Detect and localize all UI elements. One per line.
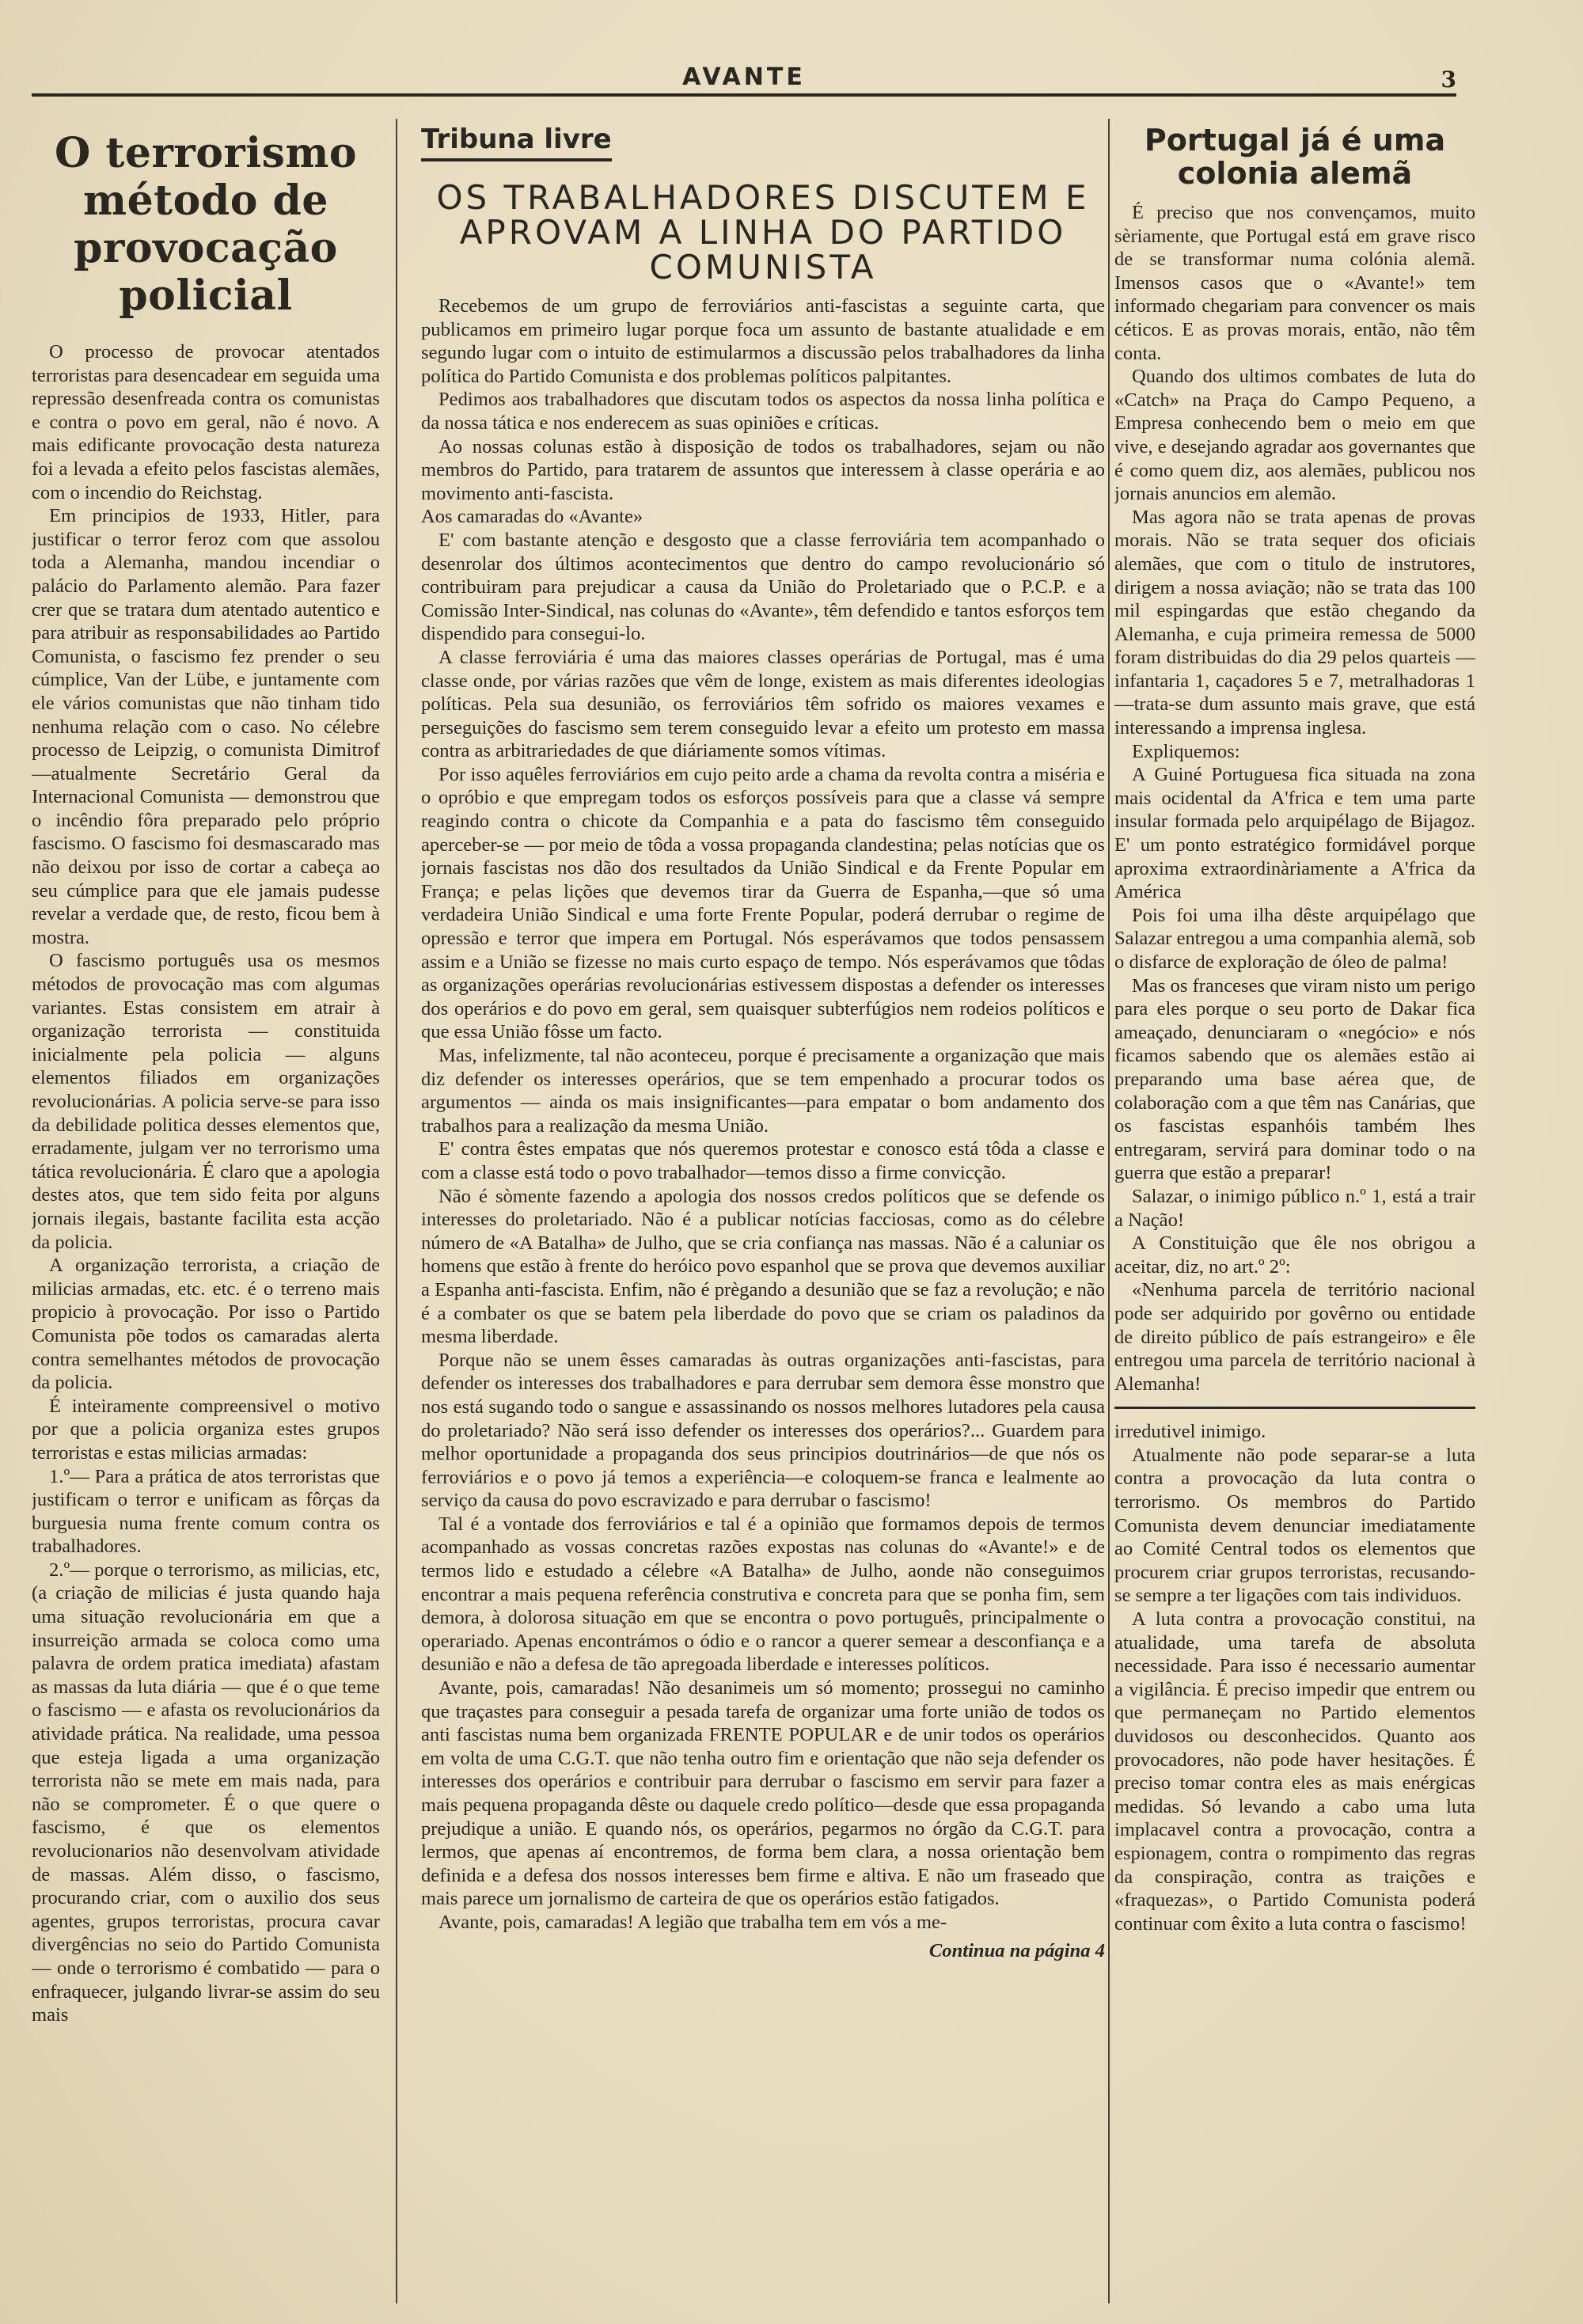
paragraph: A Guiné Portuguesa fica situada na zona mais ocidental da A'frica e tem uma parte insular formada pelo arquipélago de Bijagoz. E' um ponto estratégico formidável porque aproxima extraordinàriamente a A'frica da América bbox=[1114, 764, 1475, 903]
paragraph: É preciso que nos convençamos, muito sèriamente, que Portugal está em grave risco de se transformar numa colónia alemã. Imensos casos que o «Avante!» tem informado chegariam para convencer os mais céticos. E as provas morais, então, não têm conta. bbox=[1114, 202, 1475, 364]
headline-trabalhadores: OS TRABALHADORES DISCUTEM E APROVAM A LINHA DO PARTIDO COMUNISTA bbox=[436, 178, 1090, 287]
column-divider-right bbox=[1108, 119, 1110, 2303]
paragraph: Não é sòmente fazendo a apologia dos nossos credos políticos que se defende os interesses do proletariado. Não é a publicar notícias facciosas, como as do célebre número de «A Batalha» de Julho, que se cria confiança nas massas. Não é a caluniar os homens que estão à frente do heróico povo espanhol que se prova que devemos auxiliar a Espanha anti-fascista. Enfim, não é prègando a desunião que se faz a revolução; e não é a combater os que se batem pela liberdade do povo que se criam os paladinos da mesma liberdade. bbox=[421, 1185, 1105, 1348]
paragraph: Pois foi uma ilha dêste arquipélago que Salazar entregou a uma companhia alemã, sob o disfarce de exploração de óleo de palma! bbox=[1114, 904, 1475, 973]
continued-note: Continua na página 4 bbox=[928, 1939, 1105, 1961]
masthead-title: AVANTE bbox=[682, 63, 806, 91]
paragraph: A classe ferroviária é uma das maiores classes operárias de Portugal, mas é uma classe onde, por várias razões que vêm de longe, existem as mais diferentes ideologias políticas. Pela sua desunião, os ferroviários têm sofrido os maiores vexames e perseguições do fascismo sem terem conseguido levar a efeito um protesto em massa contra as arbitrariedades de que diáriamente somos vítimas. bbox=[421, 646, 1105, 762]
intro-paragraph: Pedimos aos trabalhadores que discutam todos os aspectos da nossa linha política e da nossa tática e nos enderecem as suas opiniões e críticas. bbox=[421, 389, 1105, 434]
article-tribuna-livre bbox=[421, 119, 1105, 2303]
column-divider-left bbox=[396, 119, 397, 2303]
paragraph: E' contra êstes empatas que nós queremos protestar e conosco está tôda a classe e com a classe está todo o povo trabalhador—temos disso a firme convicção. bbox=[421, 1138, 1105, 1183]
paragraph: Mas os franceses que viram nisto um perigo para eles porque o seu porto de Dakar fica ameaçado, denunciaram o «negócio» e nós ficamos sabendo que os alemães estão ai preparando uma base aérea que, de colaboração com a que têm nas Canárias, que os fascistas espanhóis também lhes entregaram, servirá para dominar todo o na guerra que estão a preparar! bbox=[1114, 974, 1475, 1184]
article-portugal-colonia bbox=[1114, 119, 1475, 2303]
paragraph: Em principios de 1933, Hitler, para justificar o terror feroz com que assolou toda a Alemanha, mandou incendiar o palácio do Parlamento alemão. Para fazer crer que se tratara dum atentado autentico e para atribuir as responsabilidades ao Partido Comunista, o fascismo fez prender o seu cúmplice, Van der Lübe, e juntamente com ele vários comunistas que não tinham tido nenhuma relação com o caso. No célebre processo de Leipzig, o comunista Dimitrof —atualmente Secretário Geral da Internacional Comunista — demonstrou que o incêndio fôra preparado pelo próprio fascismo. O fascismo foi desmascarado mas não deixou por isso de cortar a cabeça ao seu cúmplice para que ele jamais pudesse revelar a verdade que, de resto, ficou bem à mostra. bbox=[32, 505, 380, 948]
paragraph: Tal é a vontade dos ferroviários e tal é a opinião que formamos depois de termos acompanhado as vossas concretas razões expostas nas colunas do «Avante!» e de termos lido e estudado a célebre «A Batalha» de Julho, aonde não conseguimos encontrar a mais pequena referência construtiva e concreta para que se ponha fim, sem demora, à dolorosa situação em que se encontra o povo português, principalmente o operariado. Apenas encontrámos o ódio e o rancor a querer semear a desconfiança e a desunião e não a defesa de tão apregoada liberdade e interesses políticos. bbox=[421, 1513, 1105, 1676]
paragraph: Salazar, o inimigo público n.º 1, está a trair a Nação! bbox=[1114, 1185, 1475, 1231]
paragraph: A Constituição que êle nos obrigou a aceitar, diz, no art.º 2º: bbox=[1114, 1232, 1475, 1278]
masthead bbox=[32, 62, 1456, 93]
paragraph: 1.º— Para a prática de atos terroristas que justificam o terror e unificam as fôrças da burguesia numa frente comum contra os trabalhadores. bbox=[32, 1465, 380, 1558]
continuation-paragraph: Atualmente não pode separar-se a luta contra a provocação da luta contra o terrorismo. Os membros do Partido Comunista devem denunciar imediatamente ao Comité Central todos os elementos que procurem criar grupos terroristas, recusando-se sempre a ter ligações com tais individuos. bbox=[1114, 1444, 1475, 1607]
intro-paragraph: Recebemos de um grupo de ferroviários anti-fascistas a seguinte carta, que publicamos em primeiro lugar porque foca um assunto de bastante atualidade e em segundo lugar com o intuito de estimularmos a discussão pelos trabalhadores da linha política do Partido Comunista e dos problemas políticos palpitantes. bbox=[421, 295, 1105, 387]
continuation-paragraph: irredutivel inimigo. bbox=[1114, 1421, 1266, 1443]
paragraph: O processo de provocar atentados terroristas para desencadear em seguida uma repressão desenfreada contra os comunistas e contra o povo em geral, não é novo. A mais edificante provocação desta natureza foi a levada a efeito pelos fascistas alemães, com o incendio do Reichstag. bbox=[32, 341, 380, 503]
paragraph: A organização terrorista, a criação de milicias armadas, etc. etc. é o terreno mais propicio à provocação. Por isso o Partido Comunista põe todos os camaradas alerta contra semelhantes métodos de provocação da policia. bbox=[32, 1255, 380, 1394]
page-number: 3 bbox=[1441, 66, 1456, 93]
paragraph: Mas agora não se trata apenas de provas morais. Não se trata sequer dos oficiais alemães, que com o titulo de instrutores, dirigem a nossa aviação; não se trata das 100 mil espingardas que estão chegando da Alemanha, e cuja primeira remessa de 5000 foram distribuidas do dia 29 pelos quarteis — infantaria 1, caçadores 5 e 7, metralhadoras 1 —trata-se dum assunto mais grave, que está interessando a imprensa inglesa. bbox=[1114, 506, 1475, 739]
paragraph: Porque não se unem êsses camaradas às outras organizações anti-fascistas, para defender os interesses dos trabalhadores e para derrubar sem demora êsse monstro que nos está sugando todo o sangue e assassinando os nossos melhores lutadores pela causa do proletariado? Não será isso defender os interesses dos operários?... Guardem para melhor oportunidade a propaganda dos seus principios doutrinários—de que nós os ferroviários e o povo já temos a experiência—e coloquem-se franca e lealmente ao serviço da causa do povo escravizado e para derrubar o fascismo! bbox=[421, 1349, 1105, 1512]
paragraph: Quando dos ultimos combates de luta do «Catch» na Praça do Campo Pequeno, a Empresa conhecendo bem o meio em que vive, e desejando agradar aos governantes que é como quem diz, aos alemães, publicou nos jornais anuncios em alemão. bbox=[1114, 366, 1475, 505]
paragraph: 2.º— porque o terrorismo, as milicias, etc, (a criação de milicias é justa quando haja uma situação revolucionária em que a insurreição armada se coloca como uma palavra de ordem pratica imediata) afastam as massas da luta diária — que é o que teme o fascismo — e afasta os revolucionários da atividade prática. Na realidade, uma pessoa que esteja ligada a uma organização terrorista não se mete em mais nada, para não se comprometer. É o que quere o fascismo, é que os elementos revolucionarios não desenvolvam atividade de massas. Além disso, o fascismo, procurando criar, com o auxilio dos seus agentes, grupos terroristas, procura cavar divergências no seio do Partido Comunista — onde o terrorismo é combatido — para o enfraquecer, julgando livrar-se assim do seu mais bbox=[32, 1559, 380, 2026]
headline-portugal: Portugal já é uma colonia alemã bbox=[1144, 123, 1446, 191]
paragraph: «Nenhuma parcela de território nacional pode ser adquirido por govêrno ou entidade de direito público de país estrangeiro» e êle entregou uma parcela de território nacional à Alemanha! bbox=[1114, 1279, 1475, 1395]
headline-terrorismo: O terrorismo método de provocação policial bbox=[54, 129, 358, 320]
paragraph: Avante, pois, camaradas! A legião que trabalha tem em vós a me- bbox=[438, 1911, 947, 1933]
letter-salutation: Aos camaradas do «Avante» bbox=[421, 506, 643, 528]
intro-paragraph: Ao nossas colunas estão à disposição de todos os trabalhadores, sejam ou não membros do Partido, para tratarem de assuntos que interessem à classe operária e ao movimento anti-fascista. bbox=[421, 435, 1105, 504]
section-divider bbox=[1114, 1407, 1475, 1409]
paragraph: E' com bastante atenção e desgosto que a classe ferroviária tem acompanhado o desenrolar dos últimos acontecimentos que dentro do campo revolucionário só contribuiram para prejudicar a causa da União do Proletariado que o P.C.P. e a Comissão Inter-Sindical, nas colunas do «Avante», têm defendido e tantos esforços tem dispendido para consegui-lo. bbox=[421, 529, 1105, 645]
paragraph: Por isso aquêles ferroviários em cujo peito arde a chama da revolta contra a miséria e o opróbio e que empregam todos os esforços possíveis para que a classe vá sempre reagindo contra o chicote da Companhia e a pata do fascismo têm conseguido aperceber-se — por meio de tôda a vossa propaganda clandestina; pelas notícias que os jornais fascistas nos dão dos resultados da União Sindical e da Frente Popular em França; e pelas lições que devemos tirar da Guerra de Espanha,—que só uma verdadeira União Sindical e uma forte Frente Popular, poderá derrubar o regime de opressão e terror que impera em Portugal. Nós esperávamos que todos pensassem assim e a União se fizesse no mais curto espaço de tempo. Nós esperávamos que tôdas as organizações operárias revolucionárias estivessem dispostas a defender os interesses dos operários e do povo em geral, sem quaisquer subterfúgios nem rodeios políticos e que essa União fôsse um facto. bbox=[421, 763, 1105, 1043]
paragraph: O fascismo português usa os mesmos métodos de provocação mas com algumas variantes. Estas consistem em atrair à organização terrorista — constituida inicialmente pela policia — alguns elementos filiados em organizações revolucionárias. A policia serve-se para isso da debilidade politica desses elementos que, erradamente, julgam ver no terrorismo uma tática revolucionária. É claro que a apologia destes atos, que tem sido feita por alguns jornais ilegais, bastante facilita esta acção da policia. bbox=[32, 950, 380, 1253]
masthead-rule bbox=[32, 93, 1456, 97]
article-terrorismo bbox=[32, 119, 380, 2303]
paragraph: Avante, pois, camaradas! Não desanimeis um só momento; prossegui no caminho que traçastes para conseguir a pesada tarefa de organizar uma forte união de todos os anti fascistas numa bem organizada FRENTE POPULAR e de unir todos os operários em volta de uma C.G.T. que não tenha outro fim e orientação que não seja defender os interesses dos operários e contribuir para derrubar o fascismo em servir para fazer a mais pequena propaganda dêste ou daquele credo político—desde que essa propaganda prejudique a união. E quando nós, os operários, pegarmos no órgão da C.G.T. para lermos, que apenas aí encontremos, de forma bem clara, a nossa orientação bem definida e a defesa dos nossos interesses bem firme e altiva. E não um fraseado que mais parece um jornalismo de carteira de que os operários estão fatigados. bbox=[421, 1677, 1105, 1910]
section-kicker: Tribuna livre bbox=[421, 123, 612, 161]
continuation-paragraph: A luta contra a provocação constitui, na atualidade, uma tarefa de absoluta necessidade. Para isso é necessario aumentar a vigilância. É preciso impedir que entrem ou que permaneçam no Partido elementos duvidosos ou desconhecidos. Quanto aos provocadores, não pode haver hesitações. É preciso tomar contra eles as mais enérgicas medidas. Só levando a cabo uma luta implacavel contra a provocação, contra a espionagem, contra o rompimento das regras da conspiração, contra as traições e «fraquezas», o Partido Comunista poderá continuar com êxito a luta contra o fascismo! bbox=[1114, 1608, 1475, 1935]
paragraph: Expliquemos: bbox=[1132, 740, 1240, 762]
paragraph: Mas, infelizmente, tal não aconteceu, porque é precisamente a organização que mais diz defender os interesses operários, que se tem empenhado a procurar todos os argumentos — ainda os mais insignificantes—para empatar o bom andamento dos trabalhos para a realização da mesma União. bbox=[421, 1045, 1105, 1137]
paragraph: É inteiramente compreensivel o motivo por que a policia organiza estes grupos terroristas e estas milicias armadas: bbox=[32, 1395, 380, 1464]
